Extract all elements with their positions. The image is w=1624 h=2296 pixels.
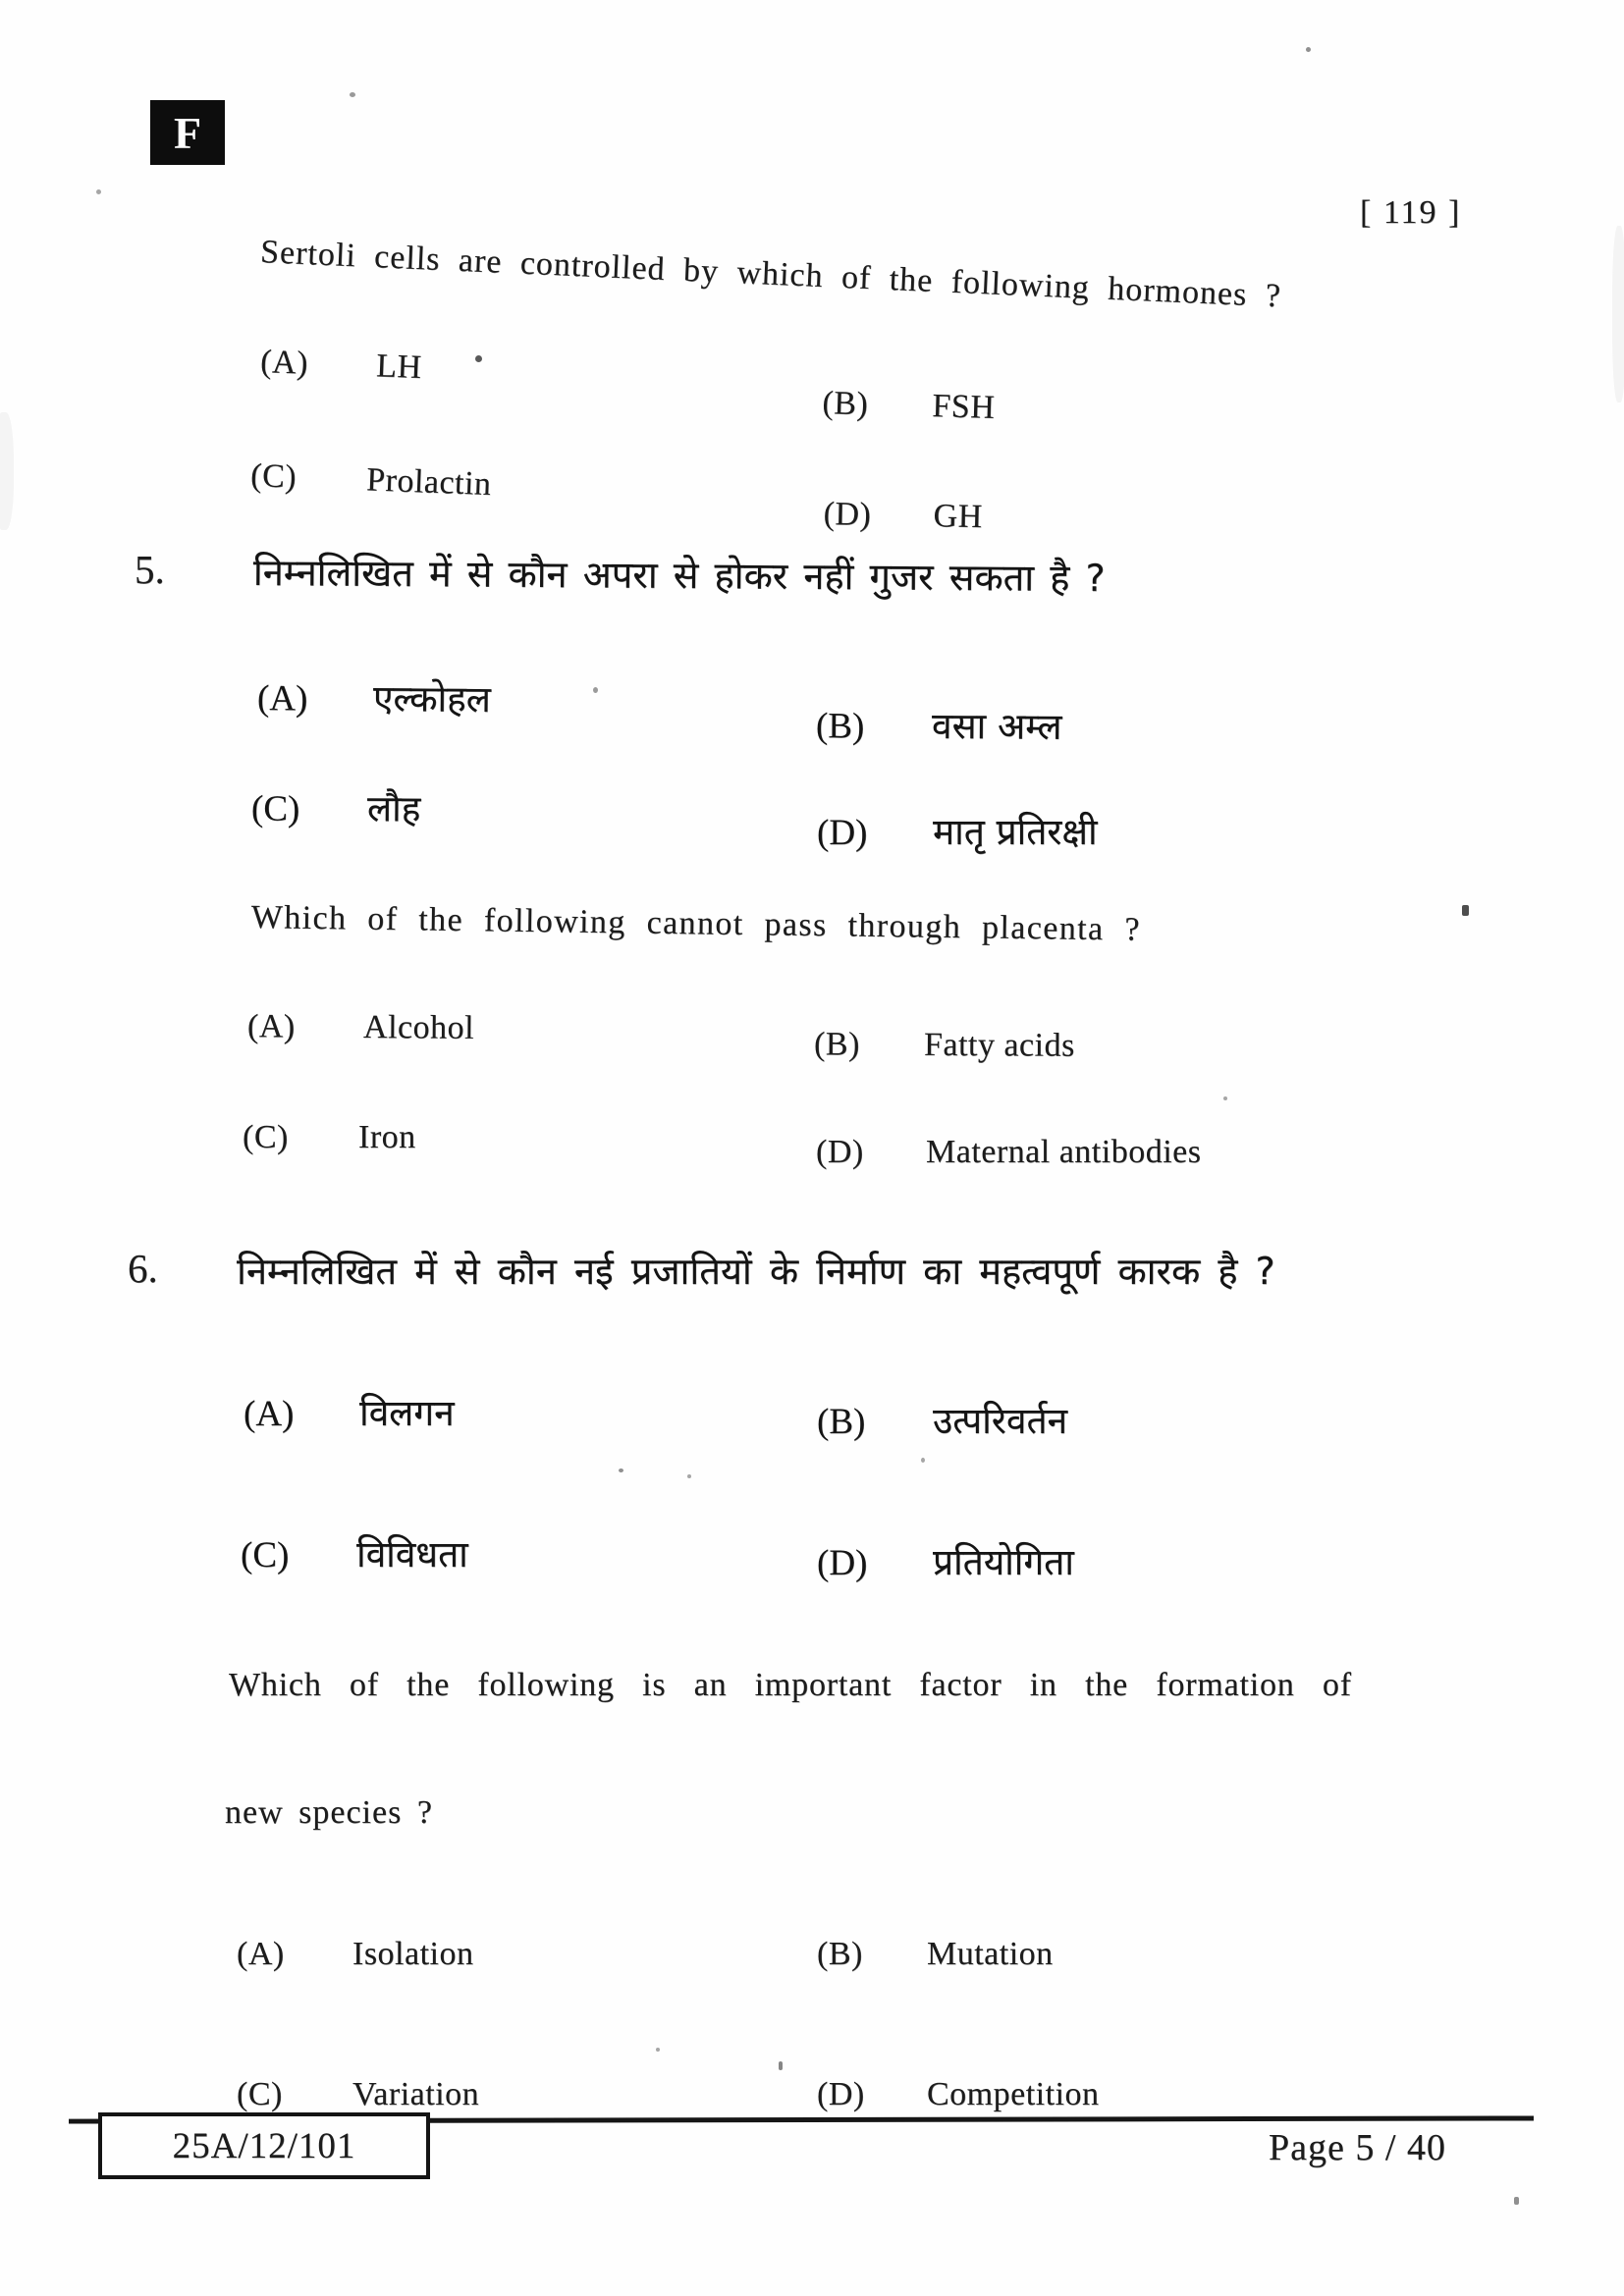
option-text: LH (375, 347, 423, 386)
q5-option-d-hi (817, 805, 1098, 855)
option-text: मातृ प्रतिरक्षी (933, 811, 1098, 853)
q5-option-c-en (243, 1119, 416, 1156)
q5-option-c-hi (251, 780, 421, 831)
option-text: Fatty acids (923, 1026, 1075, 1064)
option-text: FSH (931, 388, 996, 426)
q6-option-a-en (237, 1936, 473, 1973)
option-label: (D) (817, 2076, 865, 2112)
scan-speck (1514, 2197, 1519, 2205)
option-label: (A) (244, 1394, 295, 1434)
scan-speck (656, 2048, 660, 2052)
q4-option-d (823, 496, 983, 536)
option-label: (D) (817, 1543, 868, 1583)
question-4-text-en: Sertoli cells are controlled by which of the following hormones ? (259, 234, 1282, 315)
question-6-number: 6. (128, 1246, 158, 1291)
option-label: (B) (815, 706, 865, 747)
option-text: Isolation (352, 1936, 474, 1972)
option-label: (D) (816, 1134, 864, 1170)
question-6-text-hi: निम्नलिखित में से कौन नई प्रजातियों के निर्माण का महत्वपूर्ण कारक है ? (237, 1250, 1275, 1293)
option-label: (C) (250, 788, 300, 829)
option-label: (B) (817, 1402, 866, 1442)
scan-speck (1462, 905, 1469, 916)
option-label: (C) (237, 2076, 283, 2112)
q4-option-c (250, 457, 492, 504)
option-text: Iron (358, 1119, 416, 1155)
option-label: (B) (821, 385, 869, 423)
option-label: (C) (249, 457, 298, 496)
option-text: Variation (352, 2076, 480, 2112)
option-label: (A) (246, 1008, 296, 1045)
booklet-code-box (98, 2112, 430, 2179)
option-label: (A) (237, 1936, 285, 1972)
scan-speck (475, 355, 482, 362)
option-text: लौह (366, 787, 421, 830)
q5-option-d-en (816, 1134, 1201, 1171)
scan-smudge (0, 412, 14, 530)
scan-speck (96, 189, 101, 194)
option-text: एल्कोहल (372, 676, 492, 721)
option-label: (D) (817, 813, 868, 853)
option-text: Competition (927, 2076, 1100, 2112)
q5-option-b-en (814, 1026, 1075, 1064)
option-text: उत्परिवर्तन (933, 1400, 1068, 1442)
q4-option-b (822, 385, 996, 427)
q6-option-b-en (817, 1936, 1054, 1973)
q5-option-a-hi (257, 670, 491, 722)
scan-speck (593, 687, 598, 693)
scan-speck (687, 1474, 691, 1478)
scan-smudge (1612, 226, 1624, 402)
booklet-code: 25A/12/101 (172, 2125, 356, 2166)
option-text: Prolactin (365, 461, 493, 503)
scan-speck (921, 1458, 925, 1463)
q6-option-d-en (817, 2076, 1100, 2113)
option-label: (B) (813, 1026, 860, 1063)
q5-option-b-hi (816, 698, 1062, 750)
question-6-text-en-line1: Which of the following is an important factor in the formation of (229, 1667, 1352, 1703)
question-5-number: 5. (135, 547, 165, 592)
q5-option-a-en (247, 1008, 474, 1047)
option-text: Alcohol (362, 1009, 475, 1046)
q6-option-a-hi (244, 1386, 455, 1436)
q6-option-c-en (237, 2076, 479, 2113)
scan-speck (619, 1468, 623, 1472)
question-6-text-en-line2: new species ? (225, 1794, 433, 1831)
option-text: Maternal antibodies (926, 1134, 1202, 1170)
option-label: (A) (259, 344, 309, 382)
option-text: विविधता (356, 1533, 468, 1575)
option-text: वसा अम्ल (931, 704, 1062, 748)
question-5-text-hi: निम्नलिखित में से कौन अपरा से होकर नहीं गुजर सकता है ? (252, 550, 1106, 601)
set-code-box (150, 100, 225, 165)
option-label: (C) (243, 1119, 289, 1155)
q6-option-d-hi (817, 1535, 1074, 1585)
q6-option-c-hi (241, 1527, 468, 1577)
option-label: (A) (256, 677, 308, 720)
page-bracket-number: [ 119 ] (1360, 194, 1462, 231)
q4-option-a (260, 344, 423, 387)
scan-speck (779, 2061, 783, 2070)
option-label: (C) (241, 1535, 290, 1575)
option-text: विलगन (359, 1392, 455, 1434)
scan-speck (350, 92, 355, 97)
option-text: Mutation (927, 1936, 1054, 1972)
scan-speck (1223, 1096, 1227, 1100)
option-text: प्रतियोगिता (933, 1541, 1074, 1583)
scan-speck (1306, 47, 1311, 52)
set-code-label: F (173, 107, 202, 158)
option-label: (B) (817, 1936, 863, 1972)
question-5-text-en: Which of the following cannot pass through placenta ? (250, 899, 1142, 948)
q6-option-b-hi (817, 1394, 1067, 1444)
option-label: (D) (823, 496, 872, 533)
option-text: GH (933, 498, 984, 536)
page-indicator: Page 5 / 40 (1269, 2127, 1446, 2168)
